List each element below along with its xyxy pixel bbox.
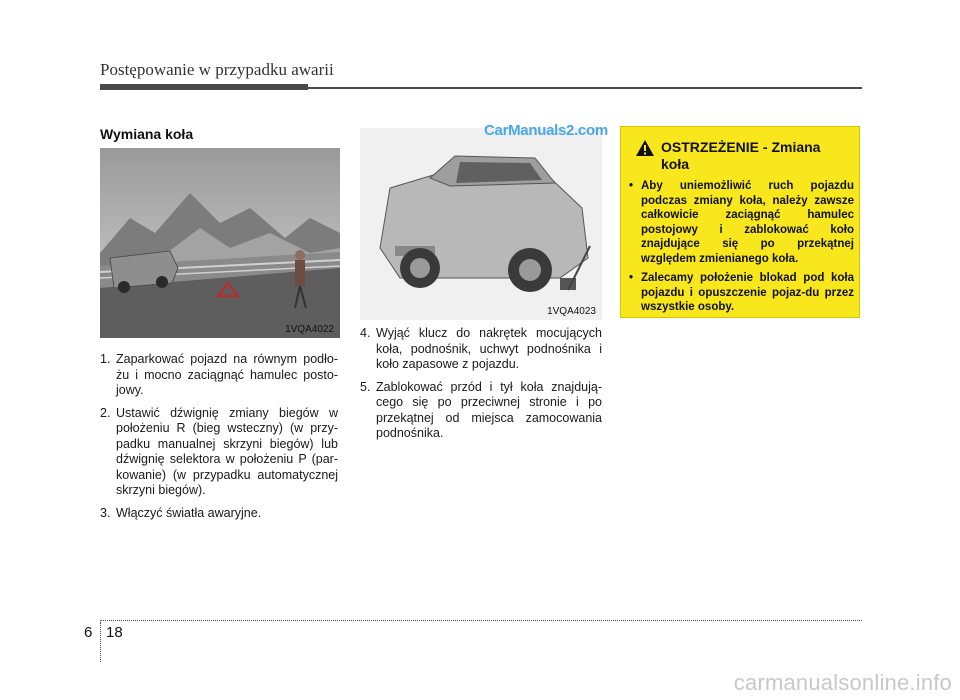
step-text: Zaparkować pojazd na równym podło-żu i mocno zaciągnąć hamulec posto-jowy. — [116, 352, 338, 397]
warning-list — [629, 179, 854, 320]
warning-box — [620, 126, 860, 318]
step-text: Wyjąć klucz do nakrętek mocujących koła, podnośnik, uchwyt podnośnika i koło zapasowe z pojazdu. — [376, 326, 602, 371]
steps-list-left — [100, 352, 338, 528]
footer-divider — [100, 620, 862, 621]
step-text: Zablokować przód i tył koła znajdują-cego się po przeciwnej stronie i po przekątnej od miejsca zamocowania podnośnika. — [376, 379, 602, 440]
step-number: 2. — [100, 405, 111, 420]
site-watermark: carmanualsonline.info — [733, 670, 952, 695]
road-scene-illustration — [100, 148, 340, 338]
step-item — [360, 380, 602, 442]
step-number: 1. — [100, 352, 111, 366]
warning-title: OSTRZEŻENIE - Zmiana koła — [661, 139, 821, 172]
warning-item: • Zalecamy położenie blokad pod koła pojazdu i opuszczenie pojaz-du przez wszystkie osoby. — [629, 271, 854, 315]
watermark: CarManuals2.com — [484, 122, 608, 139]
step-item — [360, 326, 602, 373]
step-item — [100, 506, 338, 522]
section-title: Wymiana koła — [100, 126, 194, 142]
photo-caption: 1VQA4022 — [285, 324, 334, 335]
warning-triangle-icon — [635, 139, 655, 157]
step-item — [100, 352, 338, 399]
steps-list-right — [360, 326, 602, 449]
step-text: Włączyć światła awaryjne. — [116, 505, 262, 520]
step-number: 3. — [100, 505, 111, 520]
car-jack-illustration — [360, 128, 602, 320]
step-text: Ustawić dźwignię zmiany biegów w położeniu R (bieg wsteczny) (w przy-padku manualnej skrzyni biegów) lub dźwignię selektora w położeniu P (par-kowanie) (w przypadku automatycznej skrzyni biegów). — [116, 405, 338, 497]
page-header-title: Postępowanie w przypadku awarii — [100, 60, 334, 79]
warning-item: • Aby uniemożliwić ruch pojazdu podczas zmiany koła, należy zawsze całkowicie zaciągnąć hamulec postojowy i zablokować koło znajdujące się po przekątnej względem zmienianego koła. — [629, 179, 854, 266]
photo-car-on-jack — [360, 128, 602, 320]
step-item — [100, 406, 338, 499]
header-rule-thick — [100, 84, 308, 90]
step-number: 5. — [360, 379, 371, 394]
photo-caption: 1VQA4023 — [547, 306, 596, 317]
step-number: 4. — [360, 326, 371, 340]
page-number: 18 — [106, 624, 123, 641]
header-rule-thin — [308, 87, 862, 89]
footer-vertical-divider — [100, 622, 101, 662]
chapter-number: 6 — [84, 624, 93, 641]
photo-road-scene — [100, 148, 340, 338]
